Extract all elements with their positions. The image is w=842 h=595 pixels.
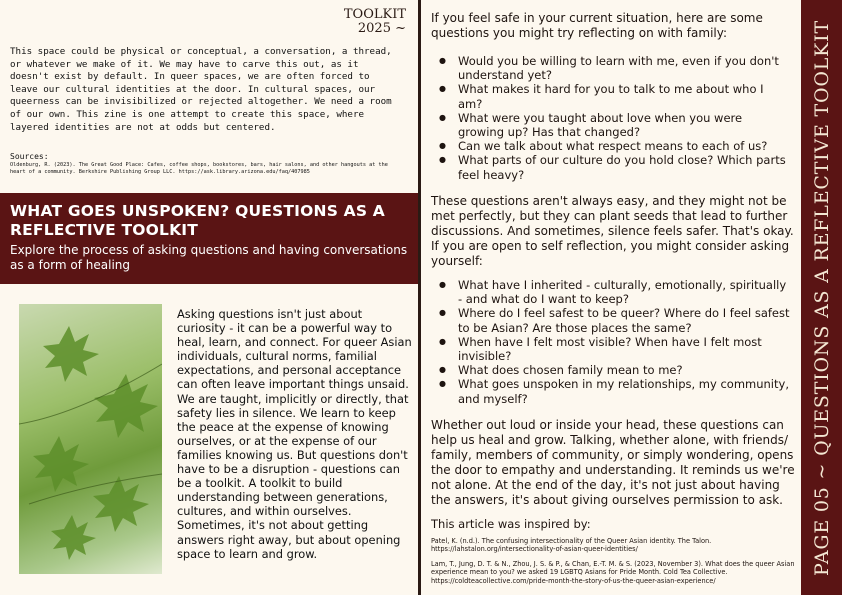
reference-1: Patel, K. (n.d.). The confusing intersectionality of the Queer Asian identity. The Talon. https://lahstalon.org/intersectionality-of-asian-queer-identities/ [431, 537, 712, 554]
maple-leaves-image [19, 304, 162, 574]
closing-paragraph: Whether out loud or inside your head, these questions can help us heal and grow. Talking, whether alone, with friends/ family, members of community, or simply wondering, opens the door to empathy and understanding. It reminds us we're not alone. At the end of the day, it's not just about having the answers, it's about giving ourselves permission to ask. [431, 418, 795, 507]
inspired-heading: This article was inspired by: [431, 517, 591, 531]
page-subtitle: Explore the process of asking questions and having conversations as a form of healing [10, 243, 408, 272]
right-column [421, 0, 801, 595]
sources-citation: Oldenburg, R. (2023). The Great Good Place: Cafes, coffee shops, bookstores, bars, hair salons, and other hangouts at the heart of a community. Berkshire Publishing Group LLC. https://ask.library.arizona.edu/faq/407985 [10, 162, 388, 175]
self-questions-list [431, 278, 791, 406]
self-reflection-intro: These questions aren't always easy, and they might not be met perfectly, but they can plant seeds that lead to further discussions. And sometimes, silence feels safer. That's okay. If you are open to self reflection, you might consider asking yourself: [431, 194, 794, 268]
leaves-photo [19, 304, 162, 574]
list-item: ● When have I felt most visible? When have I felt most invisible? [431, 335, 791, 363]
list-item: ● Would you be willing to learn with me, even if you don't understand yet? [431, 54, 791, 82]
list-item: ● What parts of our culture do you hold close? Which parts feel heavy? [431, 153, 791, 181]
toolkit-label-title: TOOLKIT [343, 7, 406, 22]
list-item: ● Where do I feel safest to be queer? Where do I feel safest to be Asian? Are those places the same? [431, 306, 791, 334]
left-column [0, 0, 418, 595]
list-item: ● What were you taught about love when you were growing up? Has that changed? [431, 111, 791, 139]
sources-heading: Sources: [10, 152, 49, 161]
family-questions-list [431, 54, 791, 182]
toolkit-label-year: 2025 ~ [357, 21, 406, 36]
list-item: ● What goes unspoken in my relationships, my community, and myself? [431, 377, 791, 405]
body-text-left: Asking questions isn't just about curiosity - it can be a powerful way to heal, learn, and connect. For queer Asian individuals, cultural norms, familial expectations, and personal acceptance can often leave important things unsaid. We are taught, implicitly or directly, that safety lies in silence. We learn to keep the peace at the expense of knowing ourselves, or at the expense of our families knowing us. But questions don't have to be a disruption - questions can be a toolkit. A toolkit to build understanding between generations, cultures, and within ourselves. Sometimes, it's not about getting answers right away, but about opening space to learn and grow. [177, 307, 412, 561]
family-questions-intro: If you feel safe in your current situation, here are some questions you might try reflecting on with family: [431, 11, 763, 40]
list-item: ● What makes it hard for you to talk to me about who I am? [431, 82, 791, 110]
spine-title: PAGE 05 ~ QUESTIONS AS A REFLECTIVE TOOLKIT [810, 19, 833, 576]
intro-paragraph: This space could be physical or conceptual, a conversation, a thread, or whatever we make of it. We may have to carve this out, as it doesn't exist by default. In queer spaces, we are often forced to leave our cultural identities at the door. In cultural spaces, our queerness can be invisibilized or rejected altogether. We need a room of our own. This zine is one attempt to create this space, where layered identities are not at odds but centered. [10, 46, 392, 133]
list-item: ● What have I inherited - culturally, emotionally, spiritually - and what do I want to keep? [431, 278, 791, 306]
list-item: ● Can we talk about what respect means to each of us? [431, 139, 791, 153]
page-title: WHAT GOES UNSPOKEN? QUESTIONS AS A REFLECTIVE TOOLKIT [10, 202, 386, 239]
toolkit-label [344, 8, 406, 36]
reference-2: Lam, T., Jung, D. T. & N., Zhou, J. S. & P., & Chan, E.-T. M. & S. (2023, November 3). What does the queer Asian experience mean to you? we asked 19 LGBTQ Asians for Pride Month. Cold Tea Collective. https://coldteacollective.com/pride-month-the-story-of-us-the-queer-asian-experience/ [431, 560, 795, 585]
title-banner [0, 193, 418, 284]
list-item: ● What does chosen family mean to me? [431, 363, 791, 377]
page-spine [801, 0, 842, 595]
